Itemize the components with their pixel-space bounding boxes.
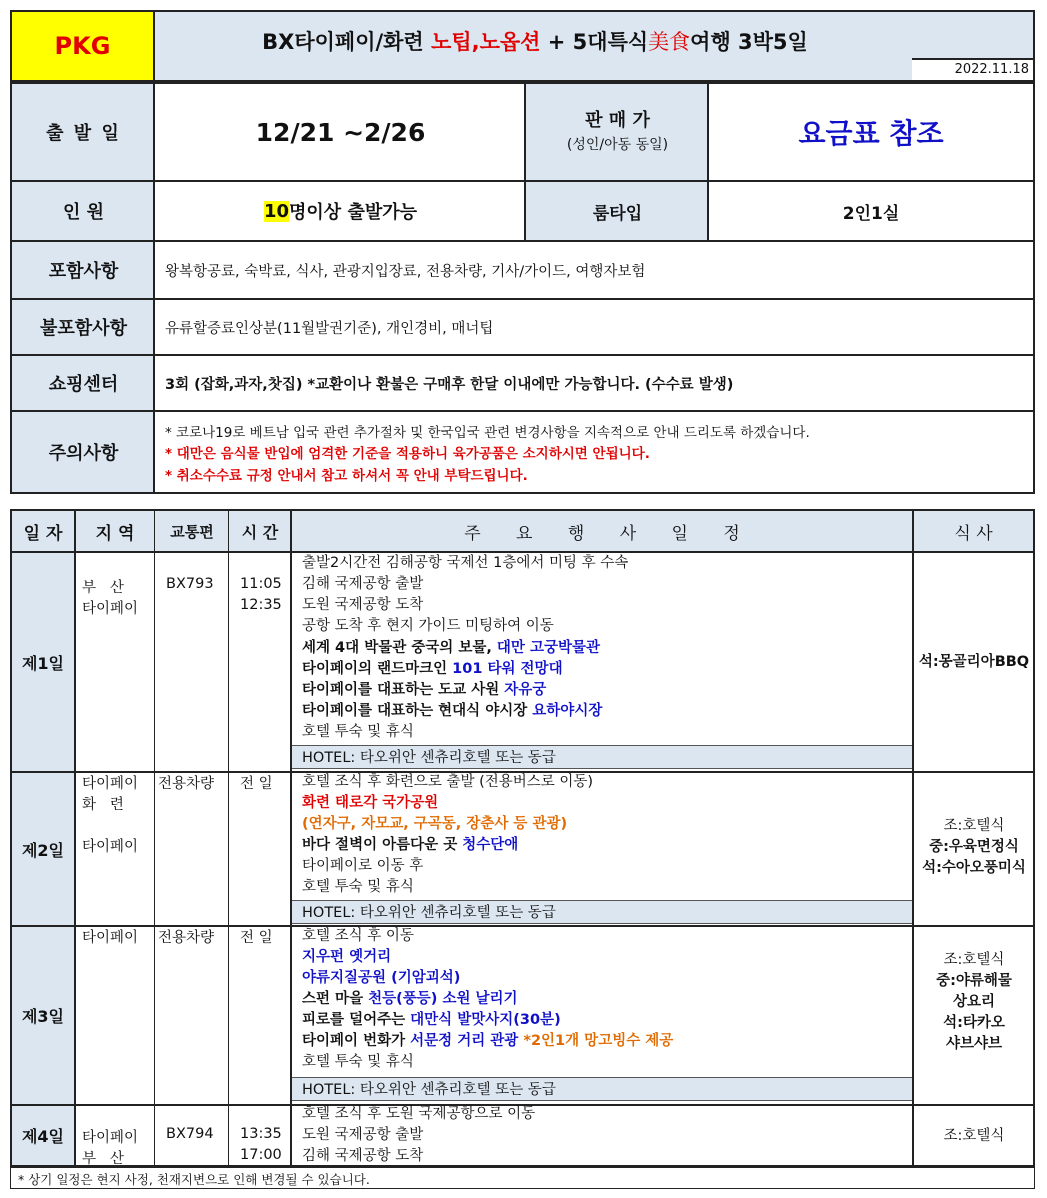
footnote: * 상기 일정은 현지 사정, 천재지변으로 인해 변경될 수 있습니다. xyxy=(18,1172,370,1187)
day3-label: 제3일 xyxy=(21,1007,65,1026)
day1-line3: 도원 국제공항 도착 xyxy=(302,597,424,613)
day2-line3: (연자구, 자모교, 구곡동, 장춘사 등 관광) xyxy=(302,816,568,832)
title-part3: 여행 3박5일 xyxy=(690,30,808,54)
day4-meal: 조:호텔식 xyxy=(943,1128,1005,1144)
divider xyxy=(228,509,229,1167)
page-title xyxy=(155,26,915,56)
day3-meal4: 석:타카오 xyxy=(943,1015,1005,1031)
day3-line6 xyxy=(302,1031,673,1052)
price-label: 판 매 가 xyxy=(585,110,650,131)
divider xyxy=(154,509,155,1167)
day1-line9: 호텔 투숙 및 휴식 xyxy=(302,724,414,740)
day1-line6-highlight: 101 타워 전망대 xyxy=(452,661,563,677)
room-label: 룸타입 xyxy=(526,182,709,240)
people-rest: 명이상 출발가능 xyxy=(289,202,418,223)
day3-line7: 호텔 투숙 및 휴식 xyxy=(302,1054,414,1070)
day3-meal3: 상요리 xyxy=(952,994,996,1010)
day3-line1: 호텔 조식 후 이동 xyxy=(302,928,414,944)
day1-line1: 출발2시간전 김해공항 국제선 1층에서 미팅 후 수속 xyxy=(302,555,629,571)
divider xyxy=(290,509,292,1167)
day3-meal5: 샤브샤브 xyxy=(945,1036,1003,1052)
divider xyxy=(10,354,1035,356)
day1-line8-highlight: 요하야시장 xyxy=(532,703,603,719)
divider xyxy=(153,82,155,494)
day3-line5-highlight: 대만식 발맛사지(30분) xyxy=(410,1012,561,1028)
day4-line1: 호텔 조식 후 도원 국제공항으로 이동 xyxy=(302,1106,536,1122)
day2-transport: 전용차량 xyxy=(158,776,215,792)
notice-label: 주의사항 xyxy=(12,412,155,492)
day2-line4-text: 바다 절벽이 아름다운 곳 xyxy=(302,837,463,853)
divider xyxy=(524,82,526,242)
notice-3: * 취소수수료 규정 안내서 참고 하셔서 꼭 안내 부탁드립니다. xyxy=(165,468,528,484)
day1-line5-highlight: 대만 고궁박물관 xyxy=(496,640,601,656)
day1-line8 xyxy=(302,701,602,722)
header-transport: 교통편 xyxy=(170,522,214,541)
day1-line5 xyxy=(302,638,600,659)
day4-region2: 부 산 xyxy=(82,1151,124,1167)
day1-time2: 12:35 xyxy=(240,597,282,613)
day3-meal1: 조:호텔식 xyxy=(943,952,1005,968)
day1-line7 xyxy=(302,680,546,701)
included-label: 포함사항 xyxy=(12,242,155,298)
pkg-label: PKG xyxy=(10,10,155,82)
notice-1: * 코로나19로 베트남 입국 관련 추가절차 및 한국입국 관련 변경사항을 지속적으로 안내 드리도록 하겠습니다. xyxy=(165,425,810,441)
header-region: 지 역 xyxy=(95,523,135,544)
day2-line2: 화련 태로각 국가공원 xyxy=(302,795,439,811)
divider xyxy=(74,509,76,1167)
header-day: 일 자 xyxy=(23,523,63,544)
title-box xyxy=(153,10,1035,82)
day2-meal2: 중:우육면정식 xyxy=(929,839,1019,855)
shopping-value: 3회 (잡화,과자,찻집) *교환이나 환불은 구매후 한달 이내에만 가능합니다. (수수료 발생) xyxy=(165,377,734,393)
day2-line1: 호텔 조식 후 화련으로 출발 (전용버스로 이동) xyxy=(302,774,594,790)
day4-time1: 13:35 xyxy=(240,1126,282,1142)
header-main: 주 요 행 사 일 정 xyxy=(464,523,740,544)
day2-region2: 화 련 xyxy=(82,797,124,813)
day1-line6-text: 타이페이의 랜드마크인 xyxy=(302,661,453,677)
day3-line2: 지우펀 옛거리 xyxy=(302,949,392,965)
day1-region1: 부 산 xyxy=(82,580,124,596)
title-food: 美食 xyxy=(648,30,691,54)
divider xyxy=(10,180,1035,182)
header-meal: 식 사 xyxy=(954,523,993,544)
day2-meal1: 조:호텔식 xyxy=(943,818,1005,834)
day1-hotel: HOTEL: 타오위안 센츄리호텔 또는 동급 xyxy=(292,745,912,769)
shopping-label: 쇼핑센터 xyxy=(12,356,155,410)
day3-line6-highlight: 서문정 거리 관광 xyxy=(410,1033,519,1049)
day3-transport: 전용차량 xyxy=(158,930,215,946)
title-red: 노팁,노옵션 xyxy=(431,30,541,54)
divider xyxy=(707,82,709,242)
notice-2: * 대만은 음식물 반입에 엄격한 기준을 적용하니 육가공품은 소지하시면 안됩니다. xyxy=(165,446,650,462)
schedule-table xyxy=(10,509,1035,1167)
day1-line4: 공항 도착 후 현지 가이드 미팅하여 이동 xyxy=(302,618,554,634)
price-sub: (성인/아동 동일) xyxy=(566,137,669,153)
day3-line5-text: 피로를 덜어주는 xyxy=(302,1012,411,1028)
divider xyxy=(10,298,1035,300)
day3-line6-note: *2인1개 망고빙수 제공 xyxy=(518,1033,674,1049)
divider xyxy=(10,410,1035,412)
day4-transport: BX794 xyxy=(166,1126,214,1142)
day2-line4 xyxy=(302,835,518,856)
day3-meal2: 중:야류해물 xyxy=(936,973,1012,989)
title-part2: + 5대특식 xyxy=(540,30,649,54)
people-count: 10 xyxy=(263,200,290,222)
issue-date: 2022.11.18 xyxy=(954,62,1029,77)
day1-line7-highlight: 자유궁 xyxy=(504,682,547,698)
day4-line3: 김해 국제공항 도착 xyxy=(302,1148,424,1164)
day2-region1: 타이페이 xyxy=(82,776,139,792)
day2-line4-highlight: 청수단애 xyxy=(462,837,519,853)
title-part1: BX타이페이/화련 xyxy=(262,30,432,54)
price-label-cell xyxy=(526,84,709,180)
people-label: 인 원 xyxy=(12,182,155,240)
day1-transport: BX793 xyxy=(166,576,214,592)
day3-hotel: HOTEL: 타오위안 센츄리호텔 또는 동급 xyxy=(292,1077,912,1101)
date-box xyxy=(912,58,1035,82)
day1-line6 xyxy=(302,659,563,680)
day3-region: 타이페이 xyxy=(82,930,139,946)
day2-line6: 호텔 투숙 및 휴식 xyxy=(302,879,414,895)
day1-meal: 석:몽골리아BBQ xyxy=(918,654,1030,670)
excluded-label: 불포함사항 xyxy=(12,300,155,354)
day2-time: 전 일 xyxy=(240,776,273,792)
day3-line4-highlight: 천등(풍등) 소원 날리기 xyxy=(368,991,518,1007)
day3-line3: 야류지질공원 (기암괴석) xyxy=(302,970,461,986)
day2-meal3: 석:수아오풍미식 xyxy=(922,860,1026,876)
day1-label: 제1일 xyxy=(21,653,65,673)
day1-line2: 김해 국제공항 출발 xyxy=(302,576,424,592)
excluded-value: 유류할증료인상분(11월발권기준), 개인경비, 매너팁 xyxy=(165,321,494,337)
day4-time2: 17:00 xyxy=(240,1147,282,1163)
day2-hotel: HOTEL: 타오위안 센츄리호텔 또는 동급 xyxy=(292,900,912,924)
day3-line4 xyxy=(302,989,518,1010)
room-value: 2인1실 xyxy=(842,203,900,224)
price-value: 요금표 참조 xyxy=(798,117,944,150)
departure-label: 출 발 일 xyxy=(12,84,155,180)
included-value: 왕복항공료, 숙박료, 식사, 관광지입장료, 전용차량, 기사/가이드, 여행자보험 xyxy=(165,264,646,280)
day4-line2: 도원 국제공항 출발 xyxy=(302,1127,424,1143)
day1-region2: 타이페이 xyxy=(82,601,139,617)
header-time: 시 간 xyxy=(241,522,279,542)
people-value xyxy=(155,182,526,240)
day3-line5 xyxy=(302,1010,561,1031)
departure-value: 12/21 ~2/26 xyxy=(255,117,426,147)
day1-line8-text: 타이페이를 대표하는 현대식 야시장 xyxy=(302,703,533,719)
day1-line7-text: 타이페이를 대표하는 도교 사원 xyxy=(302,682,505,698)
day3-line6-text: 타이페이 번화가 xyxy=(302,1033,411,1049)
day1-time1: 11:05 xyxy=(240,576,282,592)
divider xyxy=(10,240,1035,242)
day4-region1: 타이페이 xyxy=(82,1130,139,1146)
day3-line4-text: 스펀 마을 xyxy=(302,991,369,1007)
day1-line5-text: 세계 4대 박물관 중국의 보물, xyxy=(302,640,497,656)
day2-line5: 타이페이로 이동 후 xyxy=(302,858,424,874)
day3-time: 전 일 xyxy=(240,930,273,946)
day4-label: 제4일 xyxy=(21,1127,65,1146)
day2-region3: 타이페이 xyxy=(82,839,139,855)
day2-label: 제2일 xyxy=(21,840,65,860)
